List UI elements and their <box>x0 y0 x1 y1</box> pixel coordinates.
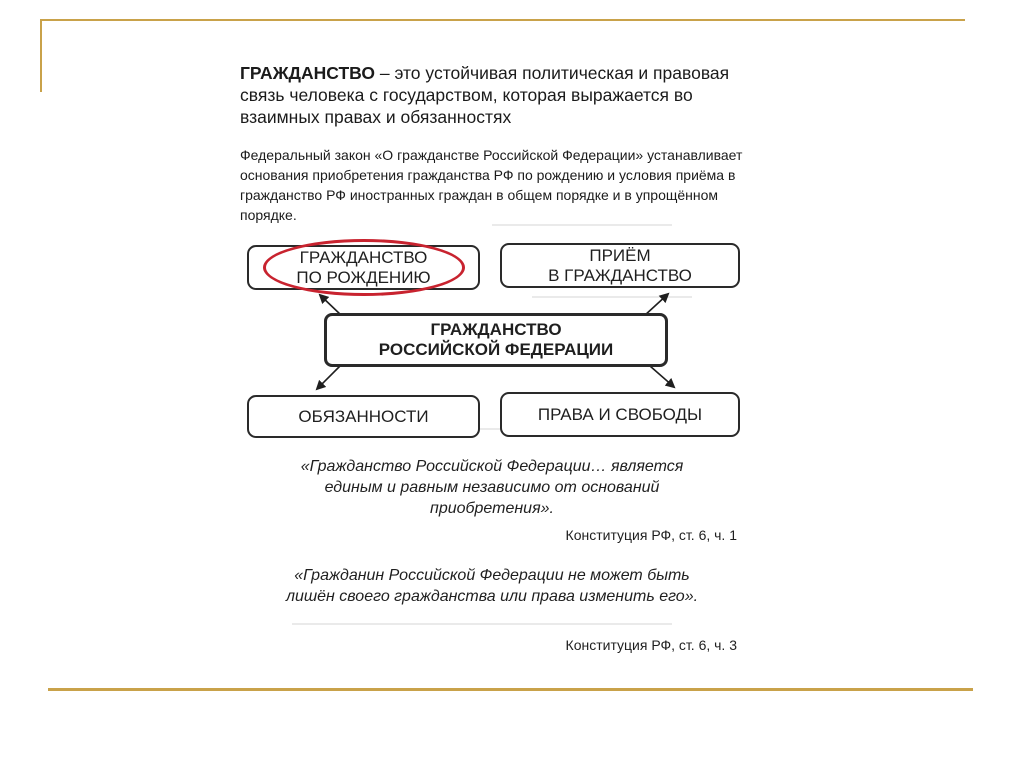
box-duties-label: ОБЯЗАННОСТИ <box>298 406 429 426</box>
definition-dash: – <box>374 63 395 83</box>
box-birth-line1: ГРАЖДАНСТВО <box>299 247 428 267</box>
frame-bottom-line <box>48 688 973 691</box>
scanned-page <box>232 48 762 678</box>
box-admission-to-citizenship <box>500 243 740 288</box>
box-admission-line2: В ГРАЖДАНСТВО <box>548 265 692 285</box>
constitution-quote-2: «Гражданин Российской Федерации не может быть лишён своего гражданства или права изменить его». <box>285 567 699 605</box>
constitution-citation-2: Конституция РФ, ст. 6, ч. 3 <box>565 637 737 653</box>
constitution-citation-1: Конституция РФ, ст. 6, ч. 1 <box>565 527 737 543</box>
definition-term: ГРАЖДАНСТВО <box>240 63 375 83</box>
box-birth-line2: ПО РОЖДЕНИЮ <box>296 267 431 287</box>
box-duties <box>247 395 480 438</box>
definition-text: это устойчивая политическая и правовая связь человека с государством, которая выражается во взаимных правах и обязанностях <box>240 63 730 127</box>
frame-top-line <box>40 19 965 21</box>
arrow-to-rights <box>650 366 674 387</box>
arrow-to-duties <box>317 366 340 389</box>
box-admission-line1: ПРИЁМ <box>589 245 651 265</box>
frame-left-line <box>40 19 42 92</box>
federal-law-text: Федеральный закон «О гражданстве Российской Федерации» устанавливает основания приобретения гражданства РФ по рождению и условия приёма в гражданство РФ иностранных граждан в общем порядке и в упрощённом порядке. <box>240 147 743 223</box>
box-rights-and-freedoms <box>500 392 740 437</box>
box-center-line2: РОССИЙСКОЙ ФЕДЕРАЦИИ <box>378 340 614 359</box>
box-rights-label: ПРАВА И СВОБОДЫ <box>537 404 703 424</box>
box-citizenship-rf <box>324 313 668 367</box>
red-highlight-ellipse <box>263 239 465 296</box>
constitution-quote-1: «Гражданство Российской Федерации… является единым и равным независимо от оснований приобретения». <box>300 458 684 517</box>
box-center-line1: ГРАЖДАНСТВО <box>430 320 562 339</box>
